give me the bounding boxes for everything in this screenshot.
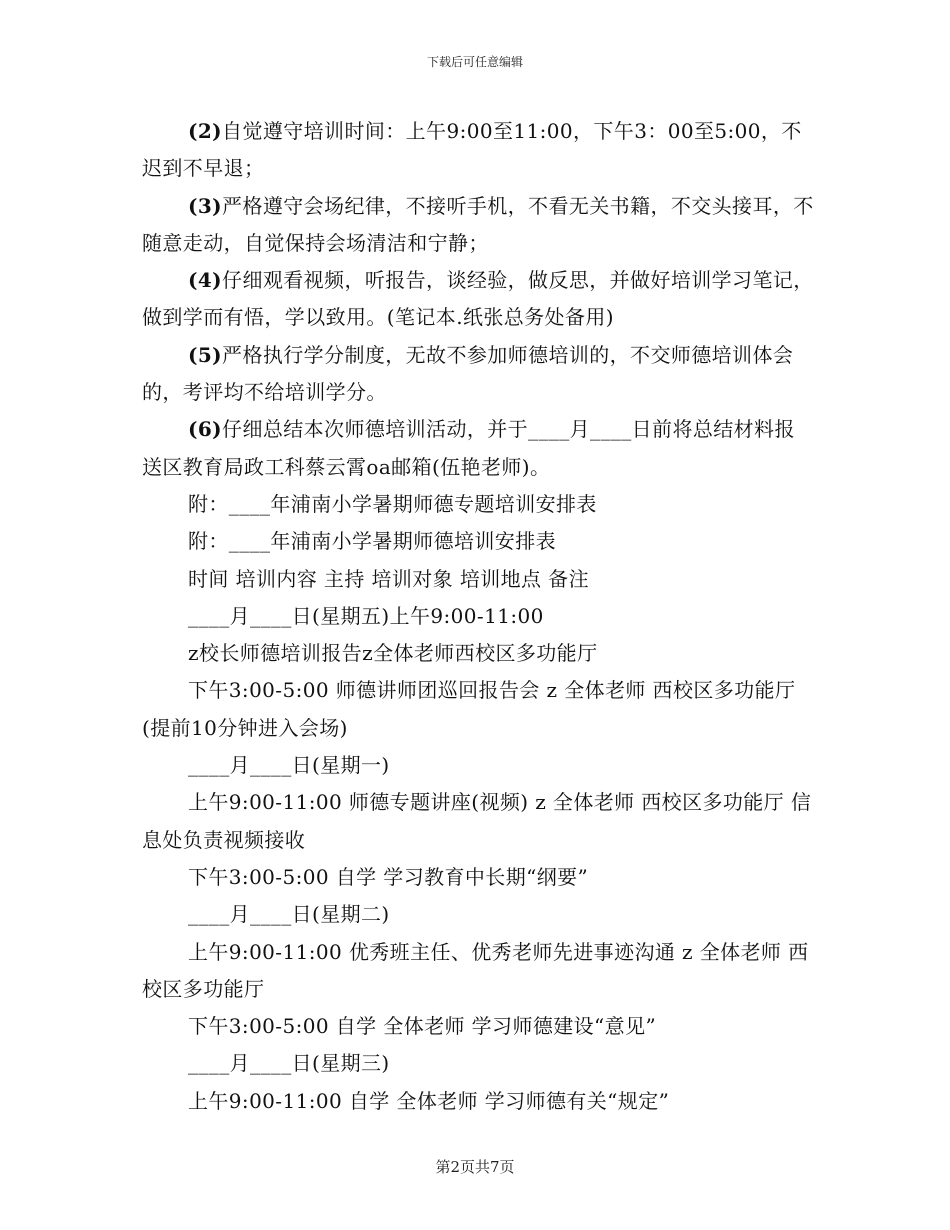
rule-item-5: [142, 337, 814, 412]
item-number: (6): [188, 417, 223, 442]
item-number: (2): [188, 119, 223, 143]
schedule-date-line: ____月____日(星期一): [188, 753, 390, 778]
page-header: 下载后可任意编辑: [426, 55, 523, 69]
schedule-entry: 上午9:00-11:00 师德专题讲座(视频) z 全体老师 西校区多功能厅 信息处负责视频接收: [142, 790, 812, 852]
paragraph-text: 严格遵守会场纪律，不接听手机，不看无关书籍，不交头接耳，不随意走动，自觉保持会场清洁和宁静；: [142, 193, 814, 255]
item-number: (3): [188, 193, 223, 218]
rule-item-2: [142, 113, 814, 188]
rule-item-6: [142, 411, 814, 486]
schedule-header-line: 时间 培训内容 主持 培训对象 培训地点 备注: [188, 566, 589, 591]
item-number: (5): [188, 342, 223, 367]
item-number: (4): [188, 268, 223, 293]
document-body: [142, 113, 814, 1120]
rule-item-4: [142, 262, 814, 337]
schedule-entry: 下午3:00-5:00 自学 学习教育中长期“纲要”: [188, 864, 589, 889]
schedule-entry: 上午9:00-11:00 优秀班主任、优秀老师先进事迹沟通 z 全体老师 西校区多功能厅: [142, 939, 809, 1001]
schedule-date-line: ____月____日(星期三): [188, 1051, 390, 1076]
paragraph-text: 仔细总结本次师德培训活动，并于____月____日前将总结材料报送区教育局政工科蔡云霄oa邮箱(伍艳老师)。: [142, 417, 795, 479]
schedule-entry: 上午9:00-11:00 自学 全体老师 学习师德有关“规定”: [188, 1088, 670, 1113]
paragraph-text: 自觉遵守培训时间：上午9:00至11:00，下午3：00至5:00，不迟到不早退；: [142, 119, 802, 181]
page-footer: 第2页共7页: [435, 1158, 515, 1176]
paragraph-text: 严格执行学分制度，无故不参加师德培训的，不交师德培训体会的，考评均不给培训学分。: [142, 342, 794, 405]
rule-item-3: [142, 188, 814, 263]
schedule-entry: z校长师德培训报告z全体老师西校区多功能厅: [188, 641, 598, 666]
schedule-date-line: ____月____日(星期二): [188, 902, 390, 927]
paragraph-text: 仔细观看视频，听报告，谈经验，做反思，并做好培训学习笔记，做到学而有悟，学以致用。(笔记本.纸张总务处备用): [142, 268, 814, 330]
schedule-entry: 下午3:00-5:00 自学 全体老师 学习师德建设“意见”: [188, 1014, 657, 1039]
schedule-entry: 下午3:00-5:00 师德讲师团巡回报告会 z 全体老师 西校区多功能厅(提前10分钟进入会场): [142, 678, 796, 740]
attachment-line: 附：____年浦南小学暑期师德培训安排表: [188, 529, 556, 554]
schedule-date-line: ____月____日(星期五)上午9:00-11:00: [188, 603, 544, 628]
attachment-line: 附：____年浦南小学暑期师德专题培训安排表: [188, 491, 597, 516]
